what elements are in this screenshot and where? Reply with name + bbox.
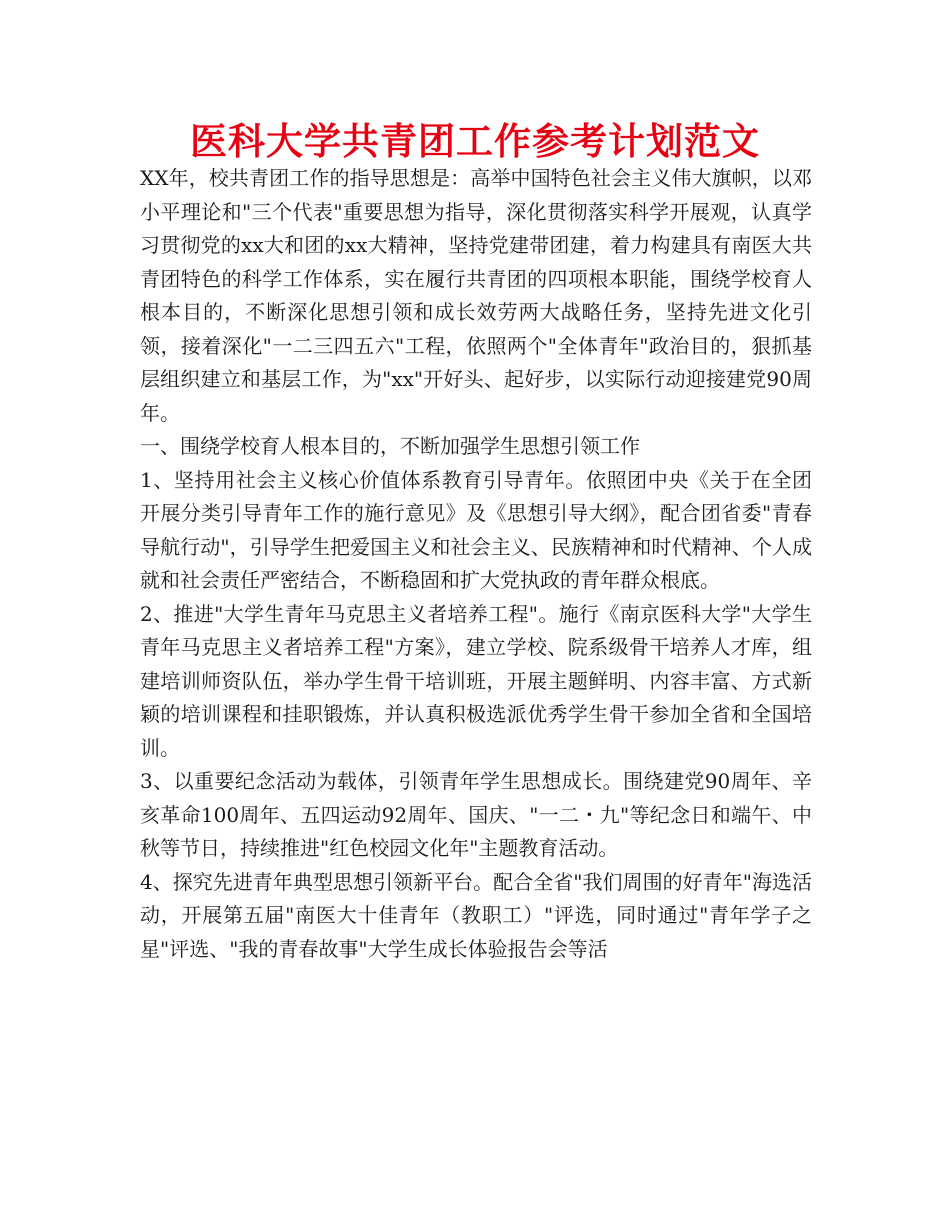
section-heading-1: 一、围绕学校育人根本目的，不断加强学生思想引领工作 (140, 434, 640, 458)
document-body (140, 162, 812, 966)
paragraph-item-2: 2、推进"大学生青年马克思主义者培养工程"。施行《南京医科大学"大学生青年马克思主义者培养工程"方案》，建立学校、院系级骨干培养人才库，组建培训师资队伍，举办学生骨干培训班，开展主题鲜明、内容丰富、方式新颖的培训课程和挂职锻炼，并认真积极选派优秀学生骨干参加全省和全国培训。 (140, 601, 812, 760)
paragraph-item-4: 4、探究先进青年典型思想引领新平台。配合全省"我们周围的好青年"海选活动，开展第五届"南医大十佳青年（教职工）"评选，同时通过"青年学子之星"评选、"我的青春故事"大学生成长体验报告会等活 (140, 869, 812, 961)
paragraph-guiding-thought: XX年，校共青团工作的指导思想是：高举中国特色社会主义伟大旗帜，以邓小平理论和"三个代表"重要思想为指导，深化贯彻落实科学开展观，认真学习贯彻党的xx大和团的xx大精神，坚持党建带团建，着力构建具有南医大共青团特色的科学工作体系，实在履行共青团的四项根本职能，围绕学校育人根本目的，不断深化思想引领和成长效劳两大战略任务，坚持先进文化引领，接着深化"一二三四五六"工程，依照两个"全体青年"政治目的，狠抓基层组织建立和基层工作，为"xx"开好头、起好步，以实际行动迎接建党90周年。 (140, 166, 812, 425)
paragraph-item-3: 3、以重要纪念活动为载体，引领青年学生思想成长。围绕建党90周年、辛亥革命100周年、五四运动92周年、国庆、"一二・九"等纪念日和端午、中秋等节日，持续推进"红色校园文化年"主题教育活动。 (140, 769, 812, 860)
document-title: 医科大学共青团工作参考计划范文 (190, 120, 760, 163)
paragraph-item-1: 1、坚持用社会主义核心价值体系教育引导青年。依照团中央《关于在全团开展分类引导青年工作的施行意见》及《思想引导大纲》，配合团省委"青春导航行动"，引导学生把爱国主义和社会主义、民族精神和时代精神、个人成就和社会责任严密结合，不断稳固和扩大党执政的青年群众根底。 (140, 467, 812, 592)
